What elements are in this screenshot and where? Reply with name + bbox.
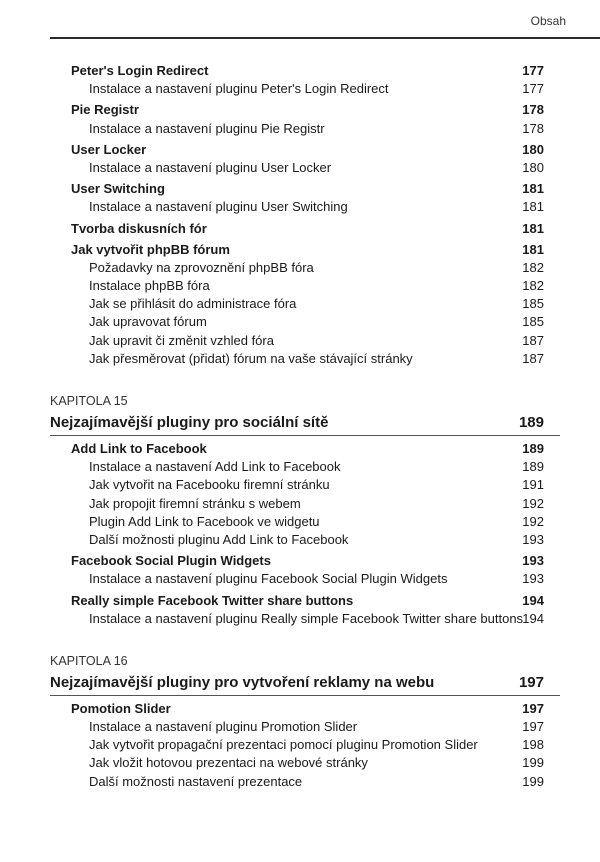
toc-section-title: User Locker — [71, 141, 147, 157]
toc-section-title: Pomotion Slider — [71, 700, 171, 716]
toc-section-title: Facebook Social Plugin Widgets — [71, 553, 271, 569]
toc-entry — [0, 277, 600, 295]
toc-section-page: 181 — [522, 241, 544, 257]
toc-entry — [0, 476, 600, 494]
toc-entry — [0, 736, 600, 754]
toc-entry-title: Další možnosti pluginu Add Link to Facebook — [89, 531, 349, 547]
toc-section — [0, 62, 600, 80]
toc-entry-page: 187 — [522, 350, 544, 366]
toc-entry-page: 191 — [522, 477, 544, 493]
toc-section-title: Add Link to Facebook — [71, 441, 207, 456]
toc-section-title: Tvorba diskusních fór — [71, 220, 207, 236]
toc-entry-page: 177 — [522, 81, 544, 97]
toc-entry — [0, 80, 600, 98]
toc-section-title: Pie Registr — [71, 102, 139, 118]
toc-entry-title: Instalace a nastavení pluginu User Switching — [89, 199, 348, 215]
toc-entry — [0, 350, 600, 368]
toc-entry-page: 181 — [522, 199, 544, 215]
toc-entry-page: 193 — [522, 531, 544, 547]
toc-entry — [0, 259, 600, 277]
toc-section-title: User Switching — [71, 181, 165, 197]
toc-entry-page: 189 — [522, 459, 544, 475]
toc-section — [0, 700, 600, 718]
toc-entry-page: 182 — [522, 259, 544, 275]
toc-entry-title: Další možnosti nastavení prezentace — [89, 773, 303, 789]
toc-entry — [0, 718, 600, 736]
toc-entry — [0, 458, 600, 476]
chapter-page: 189 — [518, 414, 544, 431]
toc-entry — [0, 198, 600, 216]
toc-entry-title: Instalace a nastavení pluginu Really simple Facebook Twitter share buttons — [89, 610, 524, 626]
toc-entry-title: Instalace a nastavení pluginu User Locker — [89, 159, 332, 175]
toc-entry-page: 199 — [522, 755, 544, 771]
toc-entry — [0, 332, 600, 350]
chapter-rule — [50, 695, 560, 696]
toc-entry-page: 185 — [522, 296, 544, 312]
chapter-label: KAPITOLA 15 — [50, 394, 128, 408]
toc-entry-page: 192 — [522, 495, 544, 511]
toc-section-title: Really simple Facebook Twitter share buttons — [71, 592, 354, 608]
toc-section — [0, 592, 600, 610]
toc-section-page: 178 — [522, 102, 544, 118]
toc-section-page: 177 — [522, 63, 544, 78]
toc-entry — [0, 570, 600, 588]
toc-section-page: 180 — [522, 141, 544, 157]
toc-entry-page: 199 — [522, 773, 544, 789]
toc-section-page: 181 — [522, 181, 544, 197]
toc-entry-title: Jak propojit firemní stránku s webem — [89, 495, 301, 511]
table-of-contents — [0, 62, 600, 791]
chapter-rule — [50, 435, 560, 436]
toc-entry-title: Požadavky na zprovoznění phpBB fóra — [89, 259, 314, 275]
chapter-label: KAPITOLA 16 — [50, 653, 128, 668]
toc-entry-title: Instalace a nastavení pluginu Peter's Login Redirect — [89, 81, 389, 97]
toc-section-page: 194 — [522, 592, 544, 608]
toc-entry — [0, 773, 600, 791]
toc-entry-page: 187 — [522, 332, 544, 348]
chapter-title: Nejzajímavější pluginy pro sociální sítě — [50, 414, 329, 431]
running-header: Obsah — [530, 14, 566, 28]
chapter-title: Nejzajímavější pluginy pro vytvoření reklamy na webu — [50, 673, 435, 691]
toc-entry-title: Jak upravovat fórum — [89, 314, 207, 330]
toc-entry-title: Instalace a nastavení pluginu Facebook Social Plugin Widgets — [89, 571, 448, 587]
chapter-page: 197 — [518, 673, 544, 691]
toc-entry — [0, 295, 600, 313]
toc-entry-page: 192 — [522, 513, 544, 529]
toc-entry-title: Jak přesměrovat (přidat) fórum na vaše stávající stránky — [89, 350, 413, 366]
toc-entry-title: Jak upravit či změnit vzhled fóra — [89, 332, 274, 348]
toc-entry — [0, 610, 600, 628]
toc-entry-page: 193 — [522, 571, 544, 587]
toc-section — [0, 241, 600, 259]
toc-entry-page: 180 — [522, 159, 544, 175]
toc-entry-title: Jak vytvořit na Facebooku firemní stránku — [89, 477, 330, 493]
toc-section-page: 181 — [522, 220, 544, 236]
toc-entry-title: Jak vytvořit propagační prezentaci pomocí pluginu Promotion Slider — [89, 737, 478, 753]
toc-entry — [0, 313, 600, 331]
toc-section — [0, 220, 600, 238]
toc-entry-page: 198 — [522, 737, 544, 753]
toc-entry — [0, 120, 600, 138]
toc-entry — [0, 495, 600, 513]
toc-entry-title: Instalace a nastavení Add Link to Facebook — [89, 459, 341, 475]
toc-entry — [0, 531, 600, 549]
chapter-heading — [0, 671, 600, 695]
toc-entry-title: Instalace phpBB fóra — [89, 278, 210, 294]
toc-section — [0, 552, 600, 570]
toc-section — [0, 141, 600, 159]
toc-entry-page: 194 — [522, 610, 544, 626]
toc-section-title: Jak vytvořit phpBB fórum — [71, 241, 230, 257]
toc-section-page: 193 — [522, 553, 544, 569]
header-rule — [50, 37, 600, 39]
toc-entry-page: 178 — [522, 120, 544, 136]
toc-entry — [0, 159, 600, 177]
toc-entry-title: Jak vložit hotovou prezentaci na webové stránky — [89, 755, 368, 771]
toc-entry — [0, 513, 600, 531]
toc-entry-page: 182 — [522, 278, 544, 294]
toc-section — [0, 440, 600, 458]
toc-section — [0, 180, 600, 198]
toc-section — [0, 101, 600, 119]
toc-entry-title: Plugin Add Link to Facebook ve widgetu — [89, 513, 320, 529]
toc-section-title: Peter's Login Redirect — [71, 63, 209, 78]
toc-section-page: 197 — [522, 700, 544, 716]
toc-entry-page: 197 — [522, 719, 544, 735]
toc-entry-page: 185 — [522, 314, 544, 330]
toc-entry-title: Jak se přihlásit do administrace fóra — [89, 296, 297, 312]
toc-entry-title: Instalace a nastavení pluginu Promotion Slider — [89, 719, 358, 735]
chapter-heading — [0, 411, 600, 435]
toc-entry — [0, 754, 600, 772]
toc-section-page: 189 — [522, 441, 544, 456]
toc-entry-title: Instalace a nastavení pluginu Pie Registr — [89, 120, 325, 136]
